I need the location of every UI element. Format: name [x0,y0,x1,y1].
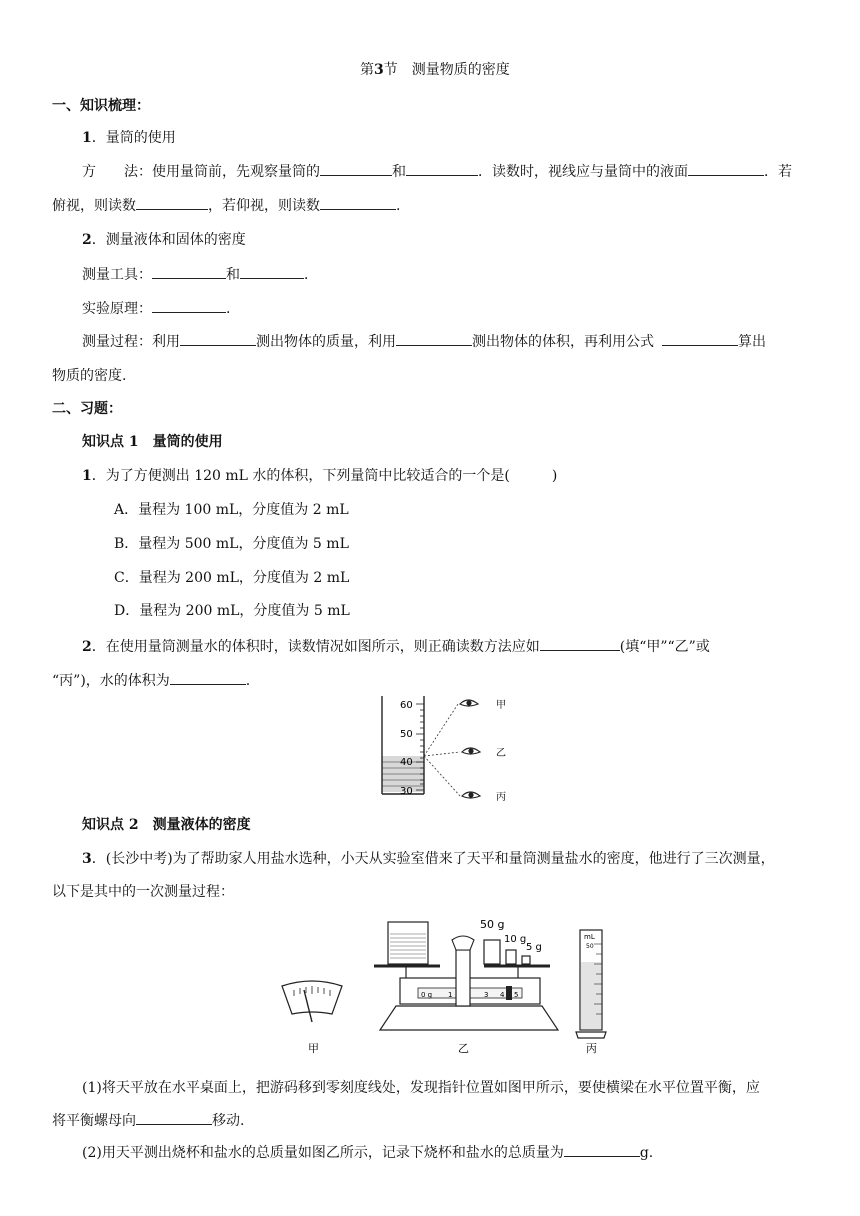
title-prefix: 第 [360,62,374,78]
page-title [360,60,510,80]
title-text: 节 测量物质的密度 [383,62,510,78]
question-text: ．在使用量筒测量水的体积时，读数情况如图所示，则正确读数方法应如 [91,639,540,655]
q1-option-c[interactable]: C．量程为 200 mL，分度值为 2 mL [114,570,350,586]
weight-label: 50 g [480,918,505,931]
method-text: 和 [392,164,406,180]
balance-experiment-figure [270,910,630,1060]
process-line-1 [82,331,766,352]
cylinder-tick-label: 50 [586,943,594,950]
principle-text: . [226,301,231,317]
tools-text: ． [304,267,318,283]
answer-blank[interactable] [688,161,764,176]
balance-pillar [456,950,470,1006]
cylinder-reading-figure [370,694,530,806]
eye-icon [462,748,480,754]
sight-lines [424,704,460,796]
answer-blank[interactable] [320,195,396,210]
question-text: ．(长沙中考)为了帮助家人用盐水选种，小天从实验室借来了天平和量筒测量盐水的密度，他进行了三次测量， [91,851,775,867]
knowledge-title: ．测量液体和固体的密度 [91,232,246,248]
pointer-scale [282,981,342,1022]
knowledge-title: ．量筒的使用 [91,130,176,146]
q3-sub2-line [82,1142,653,1163]
question-text: . [245,673,251,689]
eye-icon [460,700,478,706]
method-label: 方 法： [82,164,152,180]
tick-label: 50 [400,729,413,740]
answer-blank[interactable] [564,1142,640,1157]
answer-blank[interactable] [170,670,246,685]
method-text: ．读数时，视线应与量筒中的液面 [478,164,688,180]
question-text: 将平衡螺母向 [52,1113,136,1129]
principle-label: 实验原理： [82,301,152,317]
question-number: 1 [82,468,92,484]
principle-line [82,298,230,319]
title-number: 3 [374,62,384,78]
figure-label-bing: 丙 [496,792,506,803]
question-text: (填“甲”“乙”或 [619,639,710,655]
knowledge-point-2: 知识点 2 测量液体的密度 [82,817,251,833]
q1-option-a[interactable]: A．量程为 100 mL，分度值为 2 mL [114,502,349,518]
method-text: ．若 [764,164,792,180]
figure-label-yi: 乙 [458,1042,469,1055]
answer-blank[interactable] [396,331,472,346]
figure-label-jia: 甲 [308,1042,319,1055]
question-text: (2)用天平测出烧杯和盐水的总质量如图乙所示，记录下烧杯和盐水的总质量为 [82,1145,564,1161]
tick-label: 60 [400,700,413,711]
tools-label: 测量工具： [82,267,152,283]
knowledge-heading-1 [82,128,176,148]
rider-label: 5 [514,991,519,999]
method-line-2 [52,195,400,216]
process-label: 测量过程： [82,334,152,350]
question-number: 3 [82,851,92,867]
answer-blank[interactable] [240,264,304,279]
knowledge-number: 2 [82,232,92,248]
answer-blank[interactable] [540,636,620,651]
cylinder-unit: mL [584,933,595,941]
graduated-cylinder [576,930,606,1038]
q1-option-b[interactable]: B．量程为 500 mL，分度值为 5 mL [114,536,349,552]
method-line-1 [82,161,792,182]
figure-label-jia: 甲 [496,700,506,711]
question-1-stem [82,466,557,486]
tools-text: 和 [226,267,240,283]
question-2-line-2 [52,670,250,691]
knowledge-number: 1 [82,130,92,146]
question-text: g. [639,1145,654,1161]
knowledge-point-1: 知识点 1 量筒的使用 [82,434,223,450]
process-line-2: 物质的密度. [52,368,127,384]
question-number: 2 [82,639,92,655]
rider-label: 4 [500,991,505,999]
answer-blank[interactable] [136,195,208,210]
tick-label: 30 [400,786,413,797]
question-text: ．为了方便测出 120 mL 水的体积，下列量筒中比较适合的一个是( ) [91,468,558,484]
weight-label: 10 g [504,934,527,945]
process-text: 测出物体的质量，利用 [256,334,396,350]
answer-blank[interactable] [320,161,392,176]
answer-blank[interactable] [152,298,226,313]
question-3-line-1 [82,849,775,869]
eye-icon [462,792,480,798]
question-2-line-1 [82,636,710,657]
question-text: “丙”)，水的体积为 [52,673,170,689]
answer-blank[interactable] [152,264,226,279]
process-text: 利用 [152,334,180,350]
answer-blank[interactable] [662,331,738,346]
figure-label-yi: 乙 [496,748,506,759]
method-text: 俯视，则读数 [52,198,136,214]
answer-blank[interactable] [136,1110,212,1125]
answer-blank[interactable] [180,331,256,346]
process-text: 测出物体的体积，再利用公式 [472,334,654,350]
q3-sub1-line-1: (1)将天平放在水平桌面上，把游码移到零刻度线处，发现指针位置如图甲所示，要使横梁在水平位置平衡，应 [82,1080,760,1096]
balance [374,918,558,1030]
method-text: . [396,198,401,214]
weight-50g [484,940,500,964]
question-text: 移动. [212,1113,245,1129]
knowledge-heading-2 [82,230,246,250]
process-text: 算出 [738,334,766,350]
section-heading-review: 一、知识梳理： [52,98,150,114]
tools-line [82,264,318,285]
question-3-line-2: 以下是其中的一次测量过程： [52,884,234,900]
rider [506,986,512,1000]
weight-5g [522,956,530,964]
tick-label: 40 [400,757,413,768]
rider-label: 1 [448,991,453,999]
figure-label-bing: 丙 [586,1042,597,1055]
weight-10g [506,950,516,964]
q3-sub1-line-2 [52,1110,244,1131]
rider-label: 3 [484,991,489,999]
method-text: ，若仰视，则读数 [208,198,320,214]
rider-label: 0 g [421,991,433,999]
answer-blank[interactable] [406,161,478,176]
method-text: 使用量筒前，先观察量筒的 [152,164,320,180]
weight-label: 5 g [526,942,542,953]
q1-option-d[interactable]: D．量程为 200 mL，分度值为 5 mL [114,603,350,619]
section-heading-exercises: 二、习题： [52,401,122,417]
